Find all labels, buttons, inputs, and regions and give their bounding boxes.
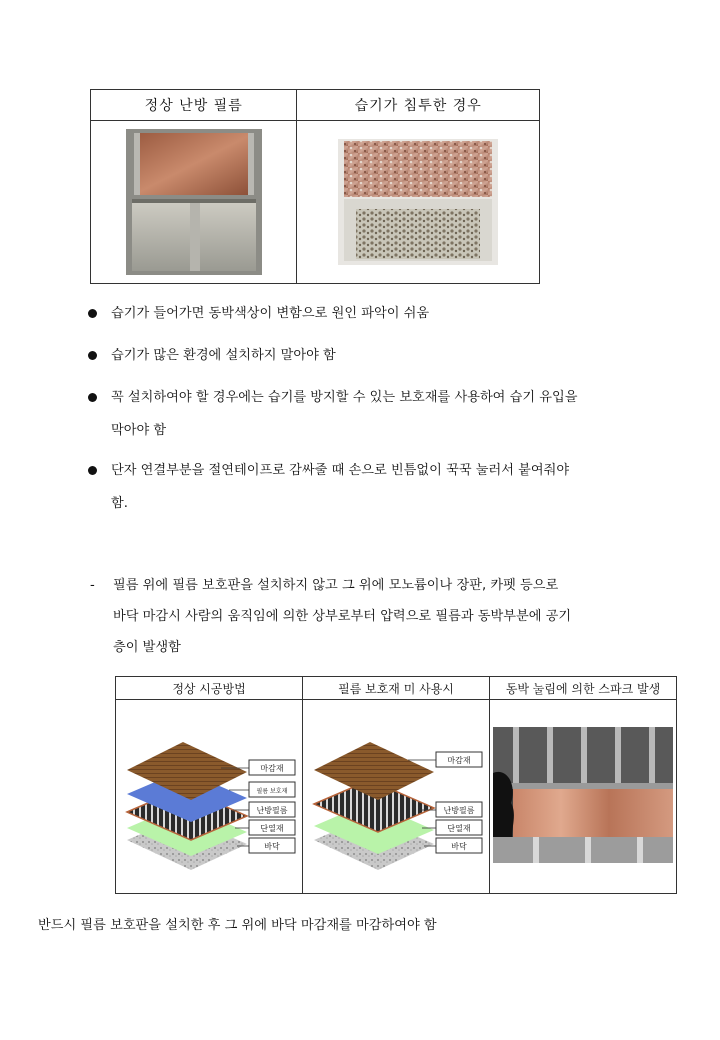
layer-diagram-no-protector xyxy=(304,720,488,870)
photo-cell-normal xyxy=(91,121,297,284)
label-finish: 마감재 xyxy=(447,755,471,765)
bullet-item xyxy=(88,461,640,514)
paragraph-line: 필름 위에 필름 보호판을 설치하지 않고 그 위에 모노륨이나 장판, 카펫 등으로 xyxy=(113,578,559,593)
photo-cell-spark xyxy=(490,700,677,894)
installation-comparison-table xyxy=(115,676,677,894)
bullet-text: 꼭 설치하여야 할 경우에는 습기를 방지할 수 있는 보호재를 사용하여 습기 유입을 xyxy=(111,390,578,405)
label-film: 난방필름 xyxy=(256,805,288,815)
header-no-protector: 필름 보호재 미 사용시 xyxy=(303,677,490,700)
bullet-item xyxy=(88,304,640,324)
moisture-comparison-table xyxy=(90,89,540,284)
header-normal-install: 정상 시공방법 xyxy=(116,677,303,700)
label-floor: 바닥 xyxy=(264,841,280,851)
spark-damage-photo xyxy=(493,727,673,863)
paragraph-line: 바닥 마감시 사람의 움직임에 의한 상부로부터 압력으로 필름과 동박부분에 공기 xyxy=(113,609,572,624)
header-moisture-film: 습기가 침투한 경우 xyxy=(297,90,540,121)
dash-marker: - xyxy=(90,578,95,593)
paragraph-line: 층이 발생함 xyxy=(113,640,181,655)
bullet-text-continued: 막아야 함 xyxy=(111,423,167,438)
bullet-text: 습기가 많은 환경에 설치하지 말아야 함 xyxy=(111,348,336,363)
bullet-item xyxy=(88,388,640,441)
label-insulation: 단열재 xyxy=(260,823,284,833)
diagram-cell-no-protector xyxy=(303,700,490,894)
label-insulation: 단열재 xyxy=(447,823,471,833)
dash-paragraph xyxy=(90,576,640,669)
bullet-dot xyxy=(88,309,97,318)
bullet-text: 습기가 들어가면 동박색상이 변함으로 원인 파악이 쉬움 xyxy=(111,306,430,321)
normal-film-photo xyxy=(126,129,262,275)
diagram-cell-normal xyxy=(116,700,303,894)
label-floor: 바닥 xyxy=(451,841,467,851)
bullet-dot xyxy=(88,351,97,360)
label-protector: 필름 보호재 xyxy=(256,787,288,795)
bullet-dot xyxy=(88,466,97,475)
moisture-film-photo xyxy=(338,139,498,265)
layer-diagram-normal xyxy=(117,720,301,870)
photo-cell-moisture xyxy=(297,121,540,284)
label-film: 난방필름 xyxy=(443,805,475,815)
bullet-dot xyxy=(88,393,97,402)
label-finish: 마감재 xyxy=(260,763,284,773)
bullet-text: 단자 연결부분을 절연테이프로 감싸줄 때 손으로 빈틈없이 꾹꾹 눌러서 붙여줘야 xyxy=(111,463,570,478)
bullet-item xyxy=(88,346,640,366)
header-normal-film: 정상 난방 필름 xyxy=(91,90,297,121)
bullet-text-continued: 함. xyxy=(111,496,128,511)
final-instruction: 반드시 필름 보호판을 설치한 후 그 위에 바닥 마감재를 마감하여야 함 xyxy=(38,918,437,933)
header-spark: 동박 눌림에 의한 스파크 발생 xyxy=(490,677,677,700)
